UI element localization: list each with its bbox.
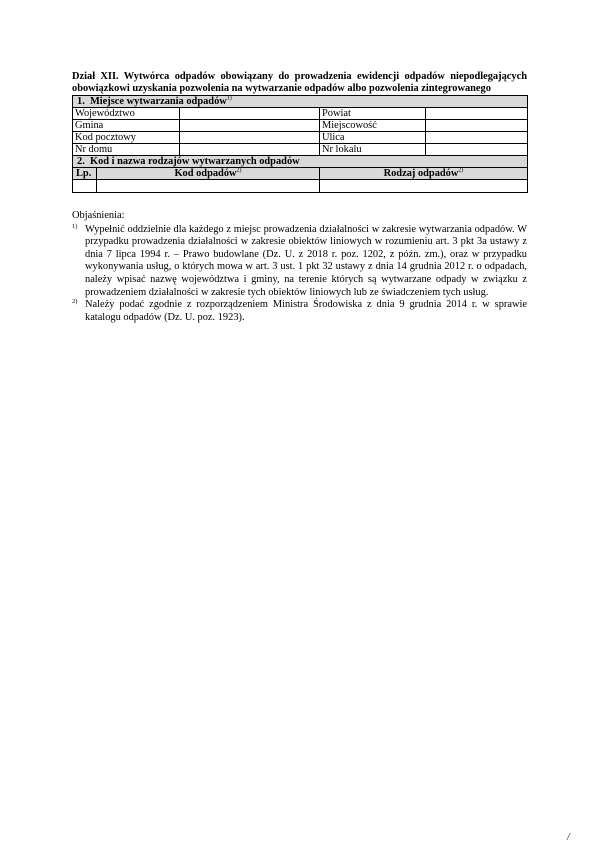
explanations [72,210,527,324]
powiat-label: Powiat [320,108,426,120]
lp-column-header: Lp. [73,168,97,180]
kod-pocztowy-field[interactable] [180,132,320,144]
kod-odpadow-label: Kod odpadów [174,168,237,179]
form-page [72,71,527,324]
kod-odpadow-footnote: 2) [236,167,242,174]
lp-field[interactable] [73,180,97,193]
kod-pocztowy-label: Kod pocztowy [73,132,180,144]
footnote-2-text: Należy podać zgodnie z rozporządzeniem Ministra Środowiska z dnia 9 grudnia 2014 r. w sprawie katalogu odpadów (Dz. U. poz. 1923). [85,299,527,323]
section-2-header: 2. Kod i nazwa rodzajów wytwarzanych odpadów [73,156,528,168]
section-1-label: 1. Miejsce wytwarzania odpadów [77,96,227,107]
column-header-row [73,168,528,180]
rodzaj-odpadow-column-header [320,168,528,180]
footnote-1-text: Wypełnić oddzielnie dla każdego z miejsc prowadzenia działalności w zakresie wytwarzania odpadów. W przypadku prowadzenia działalności w zakresie obiektów liniowych w rozumieniu art. 3 pkt 3a ustawy z dnia 7 lipca 1994 r. – Prawo budowlane (Dz. U. z 2018 r. poz. 1202, z późn. zm.), oraz w przypadku wykonywania usług, o których mowa w art. 3 ust. 1 pkt 32 ustawy z dnia 14 grudnia 2012 r. o odpadach, należy wpisać nazwę województwa i gminy, na terenie których są wytwarzane odpady w związku z prowadzeniem działalności w zakresie tych obiektów liniowych lub ze świadczeniem tych usług. [85,223,527,298]
footnote-1-number: 1) [72,222,78,230]
section-1-header [73,96,528,108]
rodzaj-odpadow-label: Rodzaj odpadów [383,168,459,179]
explanations-title: Objaśnienia: [72,210,125,221]
nr-domu-field[interactable] [180,144,320,156]
ulica-label: Ulica [320,132,426,144]
footnote-1 [72,224,527,300]
footnote-2 [72,299,527,324]
gmina-field[interactable] [180,120,320,132]
miejscowosc-field[interactable] [426,120,528,132]
section-2-header-row [73,156,528,168]
form-row [73,108,528,120]
section-1-header-row [73,96,528,108]
page-marker: / [567,832,570,843]
form-row [73,132,528,144]
section-1-footnote: 1) [226,95,232,102]
wojewodztwo-field[interactable] [180,108,320,120]
kod-odpadow-column-header [97,168,320,180]
form-row [73,144,528,156]
form-row [73,120,528,132]
section-heading: Dział XII. Wytwórca odpadów obowiązany do prowadzenia ewidencji odpadów niepodlegających obowiązkowi uzyskania pozwolenia na wytwarzanie odpadów albo pozwolenia zintegrowanego [72,71,527,94]
footnote-2-number: 2) [72,298,78,306]
gmina-label: Gmina [73,120,180,132]
table-row [73,180,528,193]
wojewodztwo-label: Województwo [73,108,180,120]
powiat-field[interactable] [426,108,528,120]
kod-odpadow-field[interactable] [97,180,320,193]
nr-lokalu-label: Nr lokalu [320,144,426,156]
rodzaj-odpadow-footnote: 2) [458,167,464,174]
rodzaj-odpadow-field[interactable] [320,180,528,193]
miejscowosc-label: Miejscowość [320,120,426,132]
waste-producer-form [72,95,528,193]
ulica-field[interactable] [426,132,528,144]
nr-lokalu-field[interactable] [426,144,528,156]
nr-domu-label: Nr domu [73,144,180,156]
